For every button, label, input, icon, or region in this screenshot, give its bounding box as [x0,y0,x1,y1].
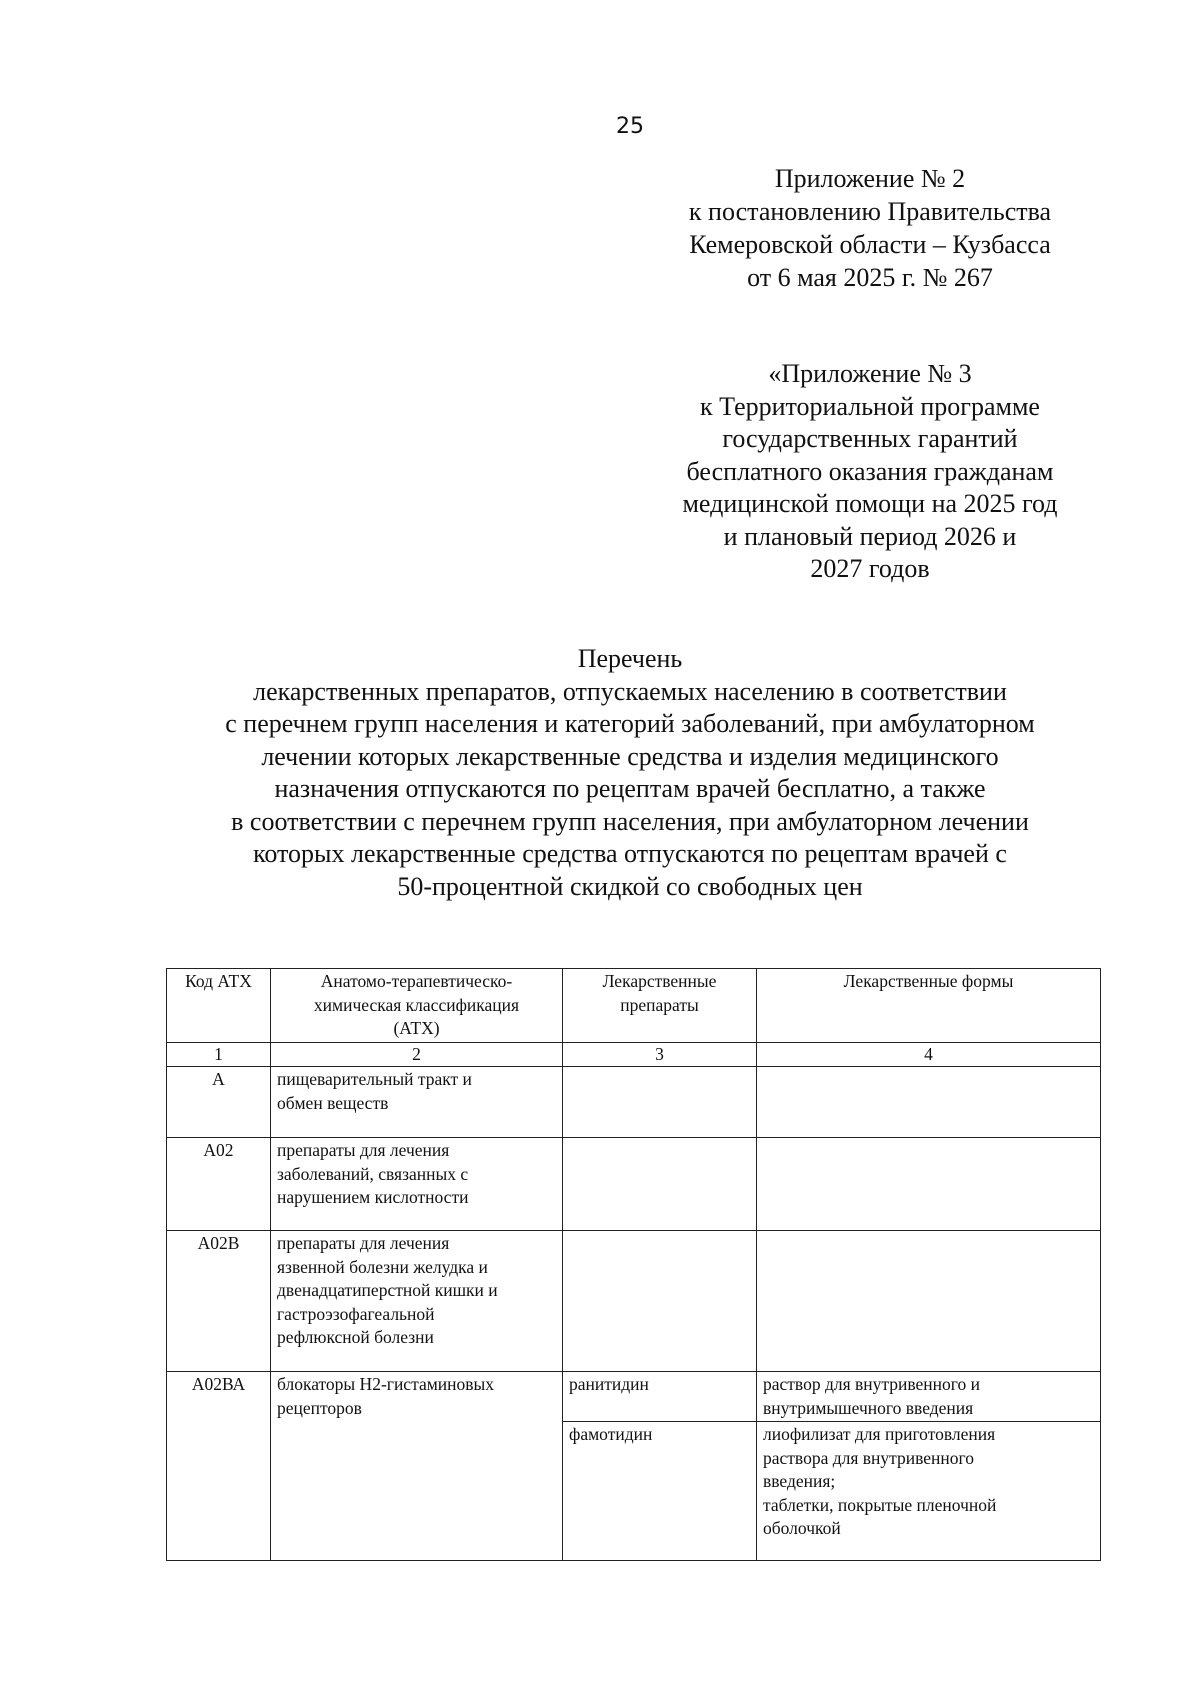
classification-line: обмен веществ [277,1092,389,1113]
drug-cell [563,1067,757,1138]
classification-cell [271,1231,563,1372]
header-text: Анатомо-терапевтическо- [320,971,513,991]
form-line: лиофилизат для приготовления [763,1424,996,1444]
drug-cell [563,1138,757,1231]
appendix-header-line: Кемеровской области – Кузбасса [689,230,1051,259]
appendix-sub-line: к Территориальной программе [700,391,1040,421]
appendix-sub-line: и плановый период 2026 и [723,521,1017,551]
classification-line: пищеварительный тракт и [277,1069,472,1089]
atc-code-cell: А02 [167,1138,271,1231]
header-drugs [563,969,757,1043]
drug-cell: ранитидин [563,1372,757,1422]
classification-line: язвенной болезни желудка и [277,1256,488,1277]
drug-cell [563,1231,757,1372]
form-cell [757,1067,1101,1138]
appendix-header-line: к постановлению Правительства [688,197,1052,226]
header-text: Код АТХ [185,971,252,991]
classification-cell [271,1067,563,1138]
form-line: внутримышечного введения [763,1397,974,1418]
list-title-line: лекарственных препаратов, отпускаемых населению в соответствии [253,676,1007,706]
classification-line: заболеваний, связанных с [277,1163,469,1184]
appendix-sub-line: медицинской помощи на 2025 год [682,489,1058,518]
form-line: таблетки, покрытые пленочной [763,1494,997,1515]
column-number-row [167,1042,1101,1067]
classification-cell [271,1372,563,1561]
appendix-sub-line: государственных гарантий [722,424,1018,453]
header-text: (АТХ) [393,1018,440,1038]
list-title-line: с перечнем групп населения и категорий заболеваний, при амбулаторном [225,709,1035,738]
classification-line: рецепторов [277,1397,362,1418]
appendix-sub-line: бесплатного оказания гражданам [686,456,1054,486]
list-title [0,643,1200,903]
column-number: 1 [167,1042,271,1067]
classification-line: двенадцатиперстной кишки и [277,1280,498,1300]
table-row [167,1231,1101,1372]
classification-line: блокаторы Н2-гистаминовых [277,1374,495,1394]
header-text: Лекарственные формы [843,971,1014,991]
classification-line: препараты для лечения [277,1233,450,1253]
form-cell [757,1372,1101,1422]
form-cell [757,1422,1101,1561]
appendix-sub-header [640,358,1100,586]
table-row [167,1372,1101,1422]
appendix-sub-line: «Приложение № 3 [768,359,972,388]
table-row [167,1067,1101,1138]
table-header-row [167,969,1101,1043]
atc-code-cell: А [167,1067,271,1138]
header-forms [757,969,1101,1043]
form-line: оболочкой [763,1518,841,1538]
list-title-line: 50-процентной скидкой со свободных цен [397,871,863,901]
atc-code-cell: А02ВА [167,1372,271,1561]
form-line: раствора для внутривенного [763,1447,975,1468]
form-line: введения; [763,1471,836,1491]
appendix-header-line: от 6 мая 2025 г. № 267 [747,263,993,292]
list-title-line: в соответствии с перечнем групп населения, при амбулаторном лечении [231,806,1029,836]
list-title-line: которых лекарственные средства отпускаются по рецептам врачей с [253,839,1007,868]
header-text: препараты [620,994,699,1015]
classification-line: рефлюксной болезни [277,1327,434,1347]
column-number: 2 [271,1042,563,1067]
list-title-line: Перечень [577,644,683,673]
column-number: 3 [563,1042,757,1067]
classification-line: нарушением кислотности [277,1187,469,1207]
appendix-header-line: Приложение № 2 [774,164,966,193]
classification-cell [271,1138,563,1231]
header-atc-code [167,969,271,1043]
header-classification [271,969,563,1043]
header-text: Лекарственные [602,971,717,991]
column-number: 4 [757,1042,1101,1067]
form-cell [757,1231,1101,1372]
classification-line: препараты для лечения [277,1140,450,1160]
drug-cell: фамотидин [563,1422,757,1561]
form-cell [757,1138,1101,1231]
atc-table [166,968,1101,1561]
appendix-header [640,162,1100,294]
atc-code-cell: А02В [167,1231,271,1372]
form-line: раствор для внутривенного и [763,1374,981,1394]
page-number: 25 [616,114,644,139]
list-title-line: назначения отпускаются по рецептам врачей бесплатно, а также [274,774,986,803]
appendix-sub-line: 2027 годов [810,554,930,583]
list-title-line: лечении которых лекарственные средства и изделия медицинского [261,741,999,771]
header-text: химическая классификация [313,994,520,1015]
table-row [167,1138,1101,1231]
classification-line: гастроэзофагеальной [277,1303,435,1324]
